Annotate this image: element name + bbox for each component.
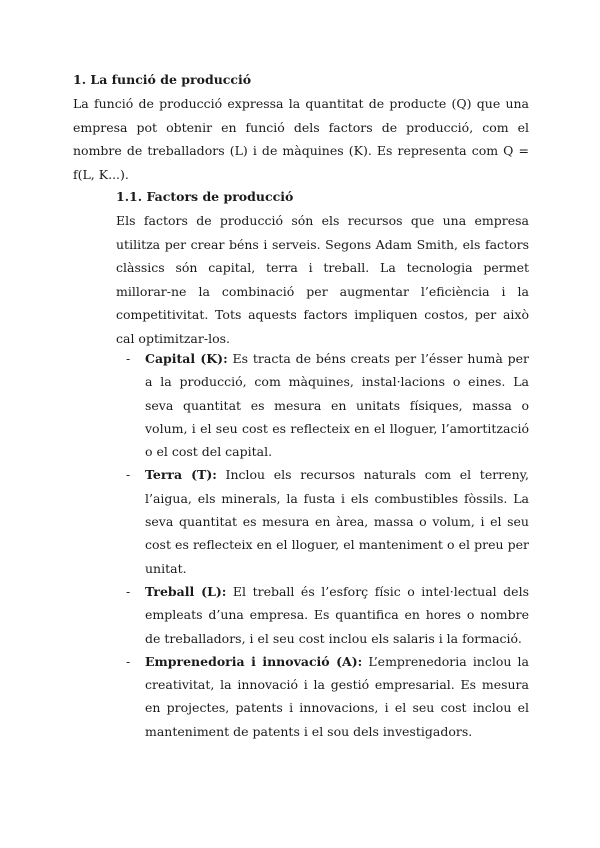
- bullet-dash: -: [126, 653, 131, 669]
- factor-description: Es tracta de béns creats per l’ésser humà per a la producció, com màquines, instal·lacions o eines. La seva quantitat es mesura en unitats físiques, massa o volum, i el seu cost es reflecteix en el lloguer, l’amortització o el cost del capital.: [145, 351, 529, 460]
- list-item-entrepreneurship: [126, 650, 529, 743]
- bullet-dash: -: [126, 467, 131, 483]
- section-paragraph: La funció de producció expressa la quantitat de producte (Q) que una empresa pot obtenir en funció dels factors de producció, com el nombre de treballadors (L) i de màquines (K). Es representa com Q = f(L, K...).: [73, 96, 529, 182]
- section-heading: 1. La funció de producció: [73, 72, 252, 87]
- list-item-land: [126, 463, 529, 579]
- factor-description: L’emprenedoria inclou la creativitat, la innovació i la gestió empresarial. Es mesura en projectes, patents i innovacions, i el seu cost inclou el manteniment de patents i el sou dels investigadors.: [145, 653, 529, 739]
- bullet-dash: -: [126, 583, 131, 599]
- factors-list: [126, 347, 529, 743]
- factor-term: Treball (L):: [145, 583, 227, 599]
- factor-description: Inclou els recursos naturals com el terreny, l’aigua, els minerals, la fusta i els combustibles fòssils. La seva quantitat es mesura en àrea, massa o volum, i el seu cost es reflecteix en el lloguer, el manteniment o el preu per unitat.: [145, 467, 530, 576]
- bullet-dash: -: [126, 351, 131, 366]
- list-item-labour: [126, 580, 529, 650]
- factor-term: Emprenedoria i innovació (A):: [145, 653, 363, 669]
- subsection-production-factors: [116, 186, 529, 350]
- factor-description: El treball és l’esforç físic o intel·lectual dels empleats d’una empresa. Es quantifica en hores o nombre de treballadors, i el seu cost inclou els salaris i la formació.: [145, 583, 529, 646]
- subsection-paragraph: Els factors de producció són els recursos que una empresa utilitza per crear béns i serveis. Segons Adam Smith, els factors clàssics són capital, terra i treball. La tecnologia permet millorar-ne la combinació per augmentar l’eficiència i la competitivitat. Tots aquests factors impliquen costos, per això cal optimitzar-los.: [116, 213, 529, 346]
- list-item-capital: [126, 347, 529, 463]
- section-production-function: [73, 69, 529, 186]
- subsection-heading: 1.1. Factors de producció: [116, 189, 294, 204]
- factor-term: Terra (T):: [145, 467, 217, 483]
- factor-term: Capital (K):: [145, 351, 228, 366]
